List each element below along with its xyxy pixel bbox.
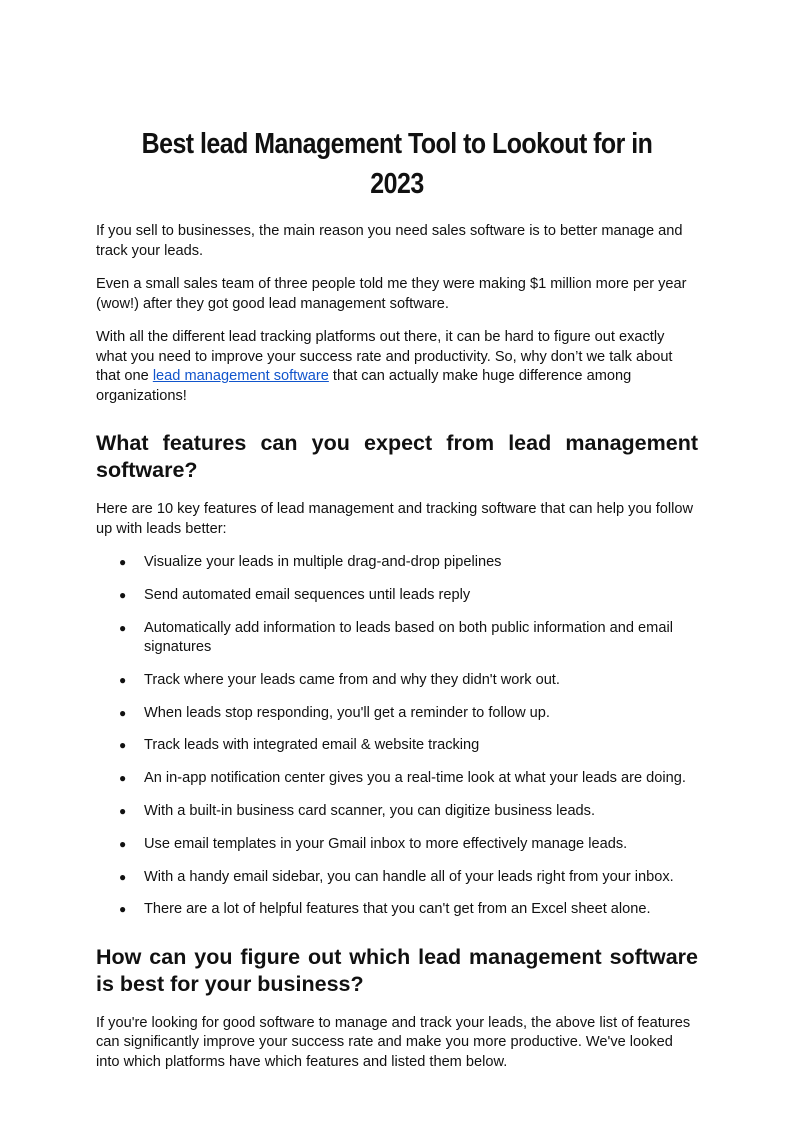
- list-item: [96, 704, 698, 724]
- bullet-icon: ●: [119, 869, 127, 884]
- list-item: [96, 900, 698, 920]
- intro-paragraph-2: Even a small sales team of three people told me they were making $1 million more per year (wow!) after they got good lead management software.: [96, 276, 687, 312]
- features-heading: What features can you expect from lead management software?: [96, 431, 698, 482]
- intro-paragraph-1: If you sell to businesses, the main reason you need sales software is to better manage and track your leads.: [96, 223, 683, 259]
- features-intro: Here are 10 key features of lead management and tracking software that can help you follow up with leads better:: [96, 501, 694, 537]
- bullet-icon: ●: [119, 902, 127, 917]
- list-item: [96, 736, 698, 756]
- list-item-text: Send automated email sequences until leads reply: [144, 586, 471, 603]
- list-item-text: Track leads with integrated email & website tracking: [144, 737, 480, 754]
- choose-software-heading: How can you figure out which lead management software is best for your business?: [96, 944, 698, 996]
- list-item-text: With a built-in business card scanner, you can digitize business leads.: [144, 803, 596, 820]
- list-item-text: Automatically add information to leads based on both public information and email signatures: [144, 619, 673, 656]
- features-list: [96, 553, 698, 920]
- list-item: [96, 868, 698, 888]
- list-item: [96, 553, 698, 573]
- choose-software-paragraph: If you're looking for good software to manage and track your leads, the above list of features can significantly improve your success rate and make you more productive. We've looked into which platforms have which features and listed them below.: [96, 1014, 691, 1070]
- list-item-text: Use email templates in your Gmail inbox to more effectively manage leads.: [144, 835, 628, 852]
- list-item-text: Track where your leads came from and why they didn't work out.: [144, 671, 560, 688]
- list-item: [96, 671, 698, 691]
- list-item-text: There are a lot of helpful features that you can't get from an Excel sheet alone.: [144, 901, 651, 918]
- lead-management-software-link[interactable]: lead management software: [152, 368, 329, 384]
- document-page: [96, 124, 698, 1086]
- list-item-text: Visualize your leads in multiple drag-and-drop pipelines: [144, 554, 502, 570]
- list-item: [96, 802, 698, 822]
- list-item-text: An in-app notification center gives you a real-time look at what your leads are doing.: [144, 770, 686, 787]
- bullet-icon: ●: [119, 587, 127, 602]
- bullet-icon: ●: [119, 555, 127, 569]
- bullet-icon: ●: [119, 836, 127, 851]
- list-item-text: When leads stop responding, you'll get a reminder to follow up.: [144, 704, 550, 721]
- list-item: [96, 619, 698, 658]
- intro-paragraph-3-text-before: With all the different lead tracking platforms out there, it can be hard to figure out exactly what you need to improve your success rate and productivity. So, why don’t we talk about that one: [96, 329, 673, 384]
- list-item: [96, 586, 698, 606]
- document-title: Best lead Management Tool to Lookout for in 2023: [141, 128, 653, 200]
- intro-paragraph-3-text-after: that can actually make huge difference among organizations!: [96, 368, 632, 404]
- bullet-icon: ●: [119, 771, 127, 786]
- bullet-icon: ●: [119, 738, 127, 753]
- list-item: [96, 769, 698, 789]
- list-item-text: With a handy email sidebar, you can handle all of your leads right from your inbox.: [144, 868, 674, 885]
- bullet-icon: ●: [119, 620, 127, 635]
- list-item: [96, 835, 698, 855]
- intro-paragraph-3: [96, 328, 698, 406]
- bullet-icon: ●: [119, 672, 127, 687]
- bullet-icon: ●: [119, 804, 127, 819]
- bullet-icon: ●: [119, 705, 127, 720]
